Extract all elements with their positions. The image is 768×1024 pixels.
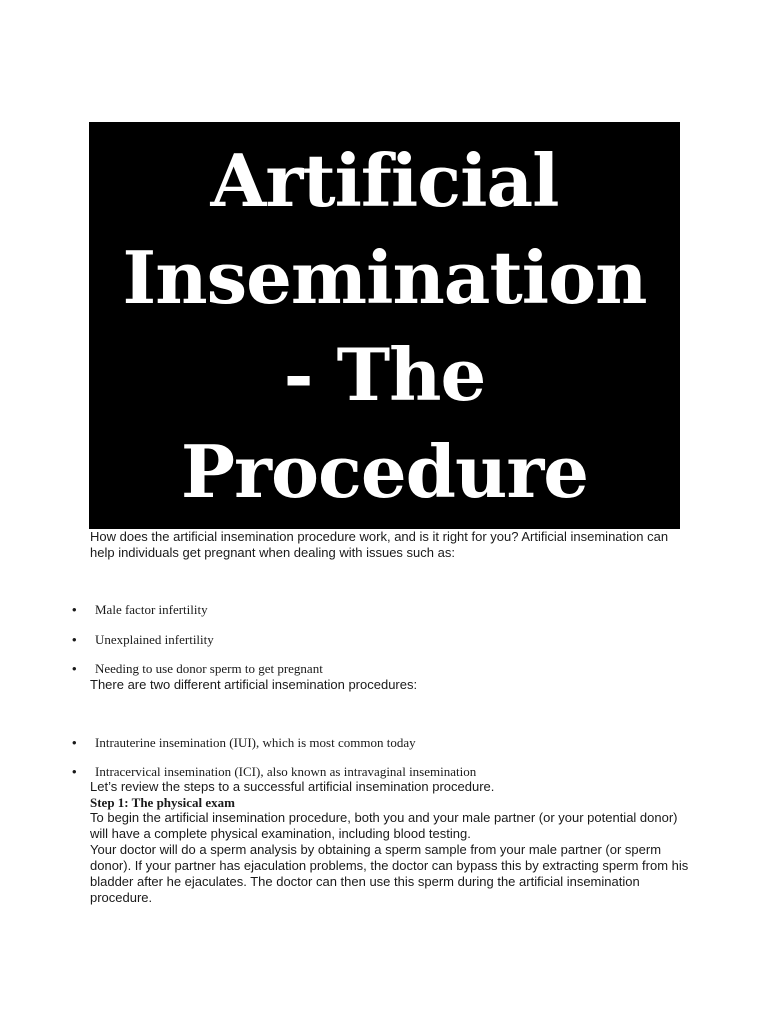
steps-intro: Let’s review the steps to a successful artificial insemination procedure. [90, 779, 495, 794]
list-item-text: Intracervical insemination (ICI), also known as intravaginal insemination [95, 764, 477, 779]
page-title: Artificial Insemination - The Procedure [122, 137, 647, 514]
title-banner [89, 122, 680, 529]
list-item [72, 632, 214, 648]
list-item-text: Needing to use donor sperm to get pregnant [95, 661, 323, 676]
step-paragraph: To begin the artificial insemination procedure, both you and your male partner (or your potential donor) will have a complete physical examination, including blood testing. [90, 810, 678, 841]
list-item [72, 661, 323, 677]
list-item-text: Unexplained infertility [95, 632, 214, 647]
step-heading: Step 1: The physical exam [90, 795, 235, 810]
bullet-icon: • [72, 764, 77, 779]
intro-paragraph: How does the artificial insemination procedure work, and is it right for you? Artificial insemination can help individuals get pregnant when dealing with issues such as: [90, 529, 669, 560]
bullet-icon: • [72, 661, 77, 676]
list-item [72, 602, 208, 618]
list-item [72, 735, 416, 751]
bullet-icon: • [72, 632, 77, 647]
bullet-icon: • [72, 602, 77, 617]
list-item-text: Male factor infertility [95, 602, 208, 617]
step-paragraph: Your doctor will do a sperm analysis by obtaining a sperm sample from your male partner (or sperm donor). If your partner has ejaculation problems, the doctor can bypass this by extracting sperm from his bladder after he ejaculates. The doctor can then use this sperm during the artificial insemination procedure. [90, 842, 689, 905]
list-item [72, 764, 476, 780]
bullet-icon: • [72, 735, 77, 750]
procedures-intro: There are two different artificial insemination procedures: [90, 677, 418, 692]
list-item-text: Intrauterine insemination (IUI), which is most common today [95, 735, 416, 750]
